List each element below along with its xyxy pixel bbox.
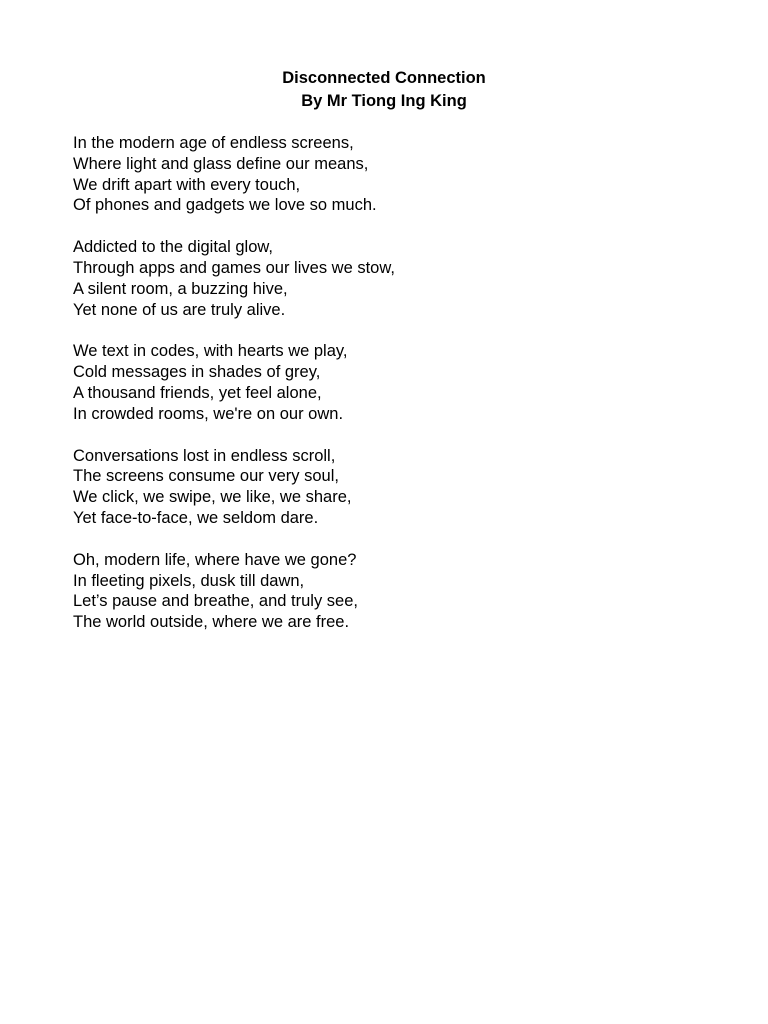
poem-line: In crowded rooms, we're on our own. <box>73 404 344 423</box>
stanza-4 <box>73 446 713 529</box>
poem-line: The world outside, where we are free. <box>73 613 350 632</box>
poem-line: We click, we swipe, we like, we share, <box>73 488 352 507</box>
poem-line: A silent room, a buzzing hive, <box>73 279 288 298</box>
poem-author: By Mr Tiong Ing King <box>301 92 467 110</box>
poem-line: Through apps and games our lives we stow, <box>73 258 395 277</box>
poem-body <box>73 133 713 654</box>
poem-line: Conversations lost in endless scroll, <box>73 446 336 465</box>
poem-line: A thousand friends, yet feel alone, <box>73 383 322 402</box>
poem-line: Cold messages in shades of grey, <box>73 363 321 382</box>
title-block <box>0 67 768 113</box>
poem-line: The screens consume our very soul, <box>73 467 339 486</box>
poem-line: Addicted to the digital glow, <box>73 238 273 257</box>
poem-line: Oh, modern life, where have we gone? <box>73 550 357 569</box>
poem-line: Yet face-to-face, we seldom dare. <box>73 508 319 527</box>
poem-line: In fleeting pixels, dusk till dawn, <box>73 571 305 590</box>
poem-line: In the modern age of endless screens, <box>73 134 354 152</box>
stanza-2 <box>73 237 713 320</box>
poem-line: Yet none of us are truly alive. <box>73 300 286 319</box>
stanza-1 <box>73 133 713 216</box>
poem-title: Disconnected Connection <box>282 69 486 87</box>
poem-line: We text in codes, with hearts we play, <box>73 342 348 361</box>
poem-line: Of phones and gadgets we love so much. <box>73 196 377 215</box>
poem-line: Where light and glass define our means, <box>73 154 369 173</box>
stanza-3 <box>73 341 713 424</box>
stanza-5 <box>73 550 713 633</box>
poem-line: We drift apart with every touch, <box>73 175 301 194</box>
poem-line: Let’s pause and breathe, and truly see, <box>73 592 358 611</box>
